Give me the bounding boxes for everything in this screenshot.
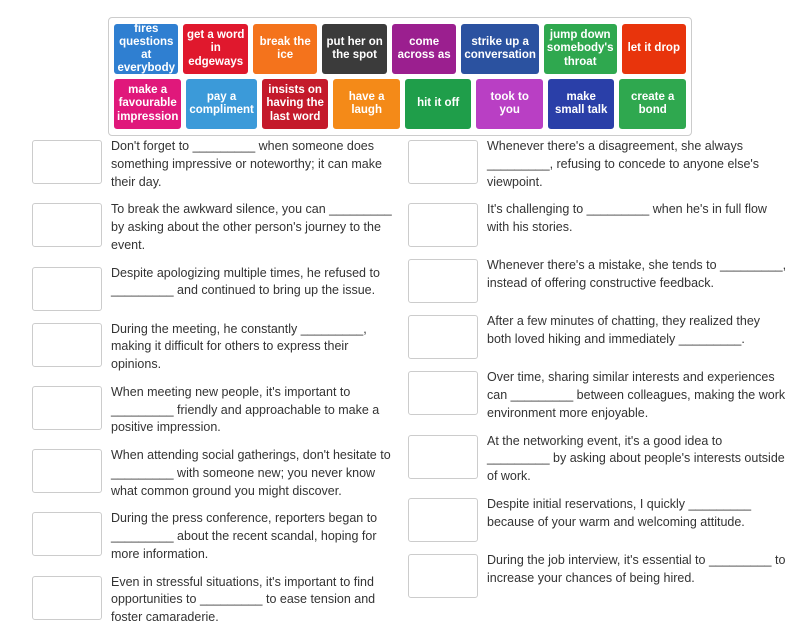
answer-tile[interactable]: hit it off	[405, 79, 472, 129]
question-text: During the meeting, he constantly _________, making it difficult for others to express their opinions.	[111, 321, 367, 371]
answer-drop-slot[interactable]	[408, 140, 478, 184]
question-item	[408, 369, 800, 422]
answer-tile[interactable]: took to you	[476, 79, 543, 129]
answer-tiles-panel	[108, 17, 692, 136]
answer-drop-slot[interactable]	[408, 435, 478, 479]
answer-drop-slot[interactable]	[408, 498, 478, 542]
question-text: When attending social gatherings, don't hesitate to _________ with someone new; you never know what common ground you might discover.	[111, 448, 391, 498]
question-item	[32, 574, 400, 627]
answer-drop-slot[interactable]	[32, 576, 102, 620]
answer-tile[interactable]: have a laugh	[333, 79, 400, 129]
question-item	[408, 552, 800, 598]
answer-drop-slot[interactable]	[408, 203, 478, 247]
answer-tile[interactable]: make small talk	[548, 79, 615, 129]
answer-tile[interactable]: create a bond	[619, 79, 686, 129]
answer-drop-slot[interactable]	[32, 267, 102, 311]
answer-drop-slot[interactable]	[32, 386, 102, 430]
question-text: Whenever there's a mistake, she tends to _________, instead of offering constructive feedback.	[487, 258, 787, 290]
answer-drop-slot[interactable]	[32, 203, 102, 247]
answer-drop-slot[interactable]	[32, 140, 102, 184]
question-item	[408, 496, 800, 542]
answer-tile[interactable]: let it drop	[622, 24, 686, 74]
question-text: Don't forget to _________ when someone does something impressive or noteworthy; it can make their day.	[111, 139, 382, 189]
question-text: After a few minutes of chatting, they realized they both loved hiking and immediately _________.	[487, 314, 761, 346]
answer-tile[interactable]: insists on having the last word	[262, 79, 329, 129]
question-item	[408, 138, 800, 191]
answer-drop-slot[interactable]	[32, 449, 102, 493]
question-item	[408, 201, 800, 247]
question-text: When meeting new people, it's important to _________ friendly and approachable to make a positive impression.	[111, 384, 380, 435]
question-item	[32, 138, 400, 191]
question-text: During the job interview, it's essential to _________ to increase your chances of being hired.	[487, 552, 786, 585]
questions-column-left	[0, 138, 400, 637]
question-text: Even in stressful situations, it's important to find opportunities to _________ to ease tension and foster camaraderie.	[111, 574, 376, 624]
answer-tile[interactable]: fires questions at everybody	[114, 24, 178, 74]
question-item	[32, 265, 400, 311]
question-text: During the press conference, reporters began to _________ about the recent scandal, hoping for more information.	[111, 511, 378, 561]
answer-tile[interactable]: get a word in edgeways	[183, 24, 247, 74]
question-item	[32, 321, 400, 374]
answer-tiles-row-1	[114, 24, 686, 74]
questions-column-right	[400, 138, 800, 637]
answer-drop-slot[interactable]	[408, 554, 478, 598]
answer-tile[interactable]: break the ice	[253, 24, 317, 74]
question-text: It's challenging to _________ when he's in full flow with his stories.	[487, 202, 767, 234]
answer-drop-slot[interactable]	[408, 259, 478, 303]
question-item	[408, 313, 800, 359]
question-text: Over time, sharing similar interests and experiences can _________ between colleagues, making the work environment more enjoyable.	[487, 370, 786, 420]
answer-drop-slot[interactable]	[408, 371, 478, 415]
answer-tile[interactable]: put her on the spot	[322, 24, 386, 74]
question-item	[408, 257, 800, 303]
answer-tile[interactable]: come across as	[392, 24, 456, 74]
answer-drop-slot[interactable]	[408, 315, 478, 359]
question-item	[32, 201, 400, 254]
answer-drop-slot[interactable]	[32, 323, 102, 367]
questions-area	[0, 138, 800, 637]
question-item	[32, 447, 400, 500]
question-item	[32, 510, 400, 563]
answer-tile[interactable]: pay a compliment	[186, 79, 257, 129]
question-text: Despite initial reservations, I quickly _________ because of your warm and welcoming attitude.	[487, 496, 752, 529]
answer-tile[interactable]: make a favourable impression	[114, 79, 181, 129]
question-text: Whenever there's a disagreement, she always _________, refusing to concede to anyone else's viewpoint.	[487, 139, 760, 189]
question-text: Despite apologizing multiple times, he refused to _________ and continued to bring up the issue.	[111, 265, 380, 298]
answer-tiles-row-2	[114, 79, 686, 129]
question-text: At the networking event, it's a good idea to _________ by asking about people's interests outside of work.	[487, 433, 785, 483]
question-item	[408, 433, 800, 486]
answer-tile[interactable]: jump down somebody's throat	[544, 24, 617, 74]
answer-tile[interactable]: strike up a conversation	[461, 24, 539, 74]
question-text: To break the awkward silence, you can _________ by asking about the other person's journey to the event.	[111, 202, 392, 252]
question-item	[32, 384, 400, 437]
answer-drop-slot[interactable]	[32, 512, 102, 556]
